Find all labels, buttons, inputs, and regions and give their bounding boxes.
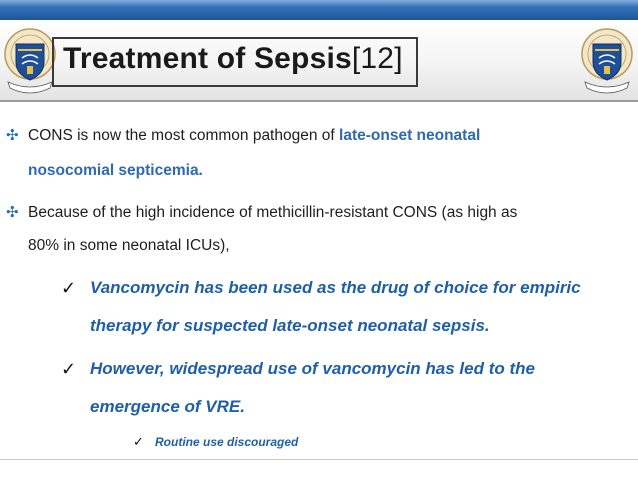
footer-divider bbox=[0, 459, 638, 460]
bullet-1-highlight-1: late-onset neonatal bbox=[339, 127, 481, 144]
bullet-point-2 bbox=[6, 197, 628, 228]
checkmark-icon: ✓ bbox=[61, 278, 77, 298]
sub-point-2-line-2: emergence of VRE. bbox=[90, 397, 245, 416]
sub-point-1-line-2: therapy for suspected late-onset neonatal sepsis. bbox=[90, 316, 490, 335]
sub-point-2-continued bbox=[90, 388, 620, 426]
sub-point-2-line-1: However, widespread use of vancomycin has led to the bbox=[90, 359, 535, 378]
university-crest-logo-right bbox=[577, 26, 637, 100]
bullet-point-2-continued bbox=[28, 230, 628, 261]
checkmark-icon: ✓ bbox=[61, 359, 77, 379]
bullet-2-line-2: 80% in some neonatal ICUs), bbox=[28, 237, 230, 254]
bullet-point-1 bbox=[6, 120, 628, 151]
cross-bullet-icon: ✣ bbox=[6, 127, 19, 144]
checkmark-icon: ✓ bbox=[133, 434, 144, 449]
sub-point-1-continued bbox=[90, 307, 620, 345]
bullet-2-line-1: Because of the high incidence of methicillin-resistant CONS (as high as bbox=[28, 204, 518, 221]
bullet-point-1-continued bbox=[28, 155, 628, 186]
bullet-1-text: CONS is now the most common pathogen of bbox=[28, 127, 340, 144]
university-crest-logo-left bbox=[0, 26, 60, 100]
slide-title bbox=[63, 42, 403, 76]
slide-title-reference: [12] bbox=[351, 42, 403, 75]
header-divider bbox=[0, 100, 638, 102]
sub-point-2 bbox=[61, 350, 620, 388]
top-banner-bar bbox=[0, 0, 638, 20]
sub-point-1-line-1: Vancomycin has been used as the drug of choice for empiric bbox=[90, 278, 581, 297]
sub-sub-point-1-text: Routine use discouraged bbox=[155, 435, 299, 449]
slide-title-main: Treatment of Sepsis bbox=[63, 42, 352, 75]
sub-sub-point-1 bbox=[133, 432, 555, 452]
bullet-1-highlight-2: nosocomial septicemia. bbox=[28, 162, 203, 179]
sub-point-1 bbox=[61, 269, 620, 307]
top-banner-shine bbox=[0, 0, 638, 7]
cross-bullet-icon: ✣ bbox=[6, 204, 19, 221]
